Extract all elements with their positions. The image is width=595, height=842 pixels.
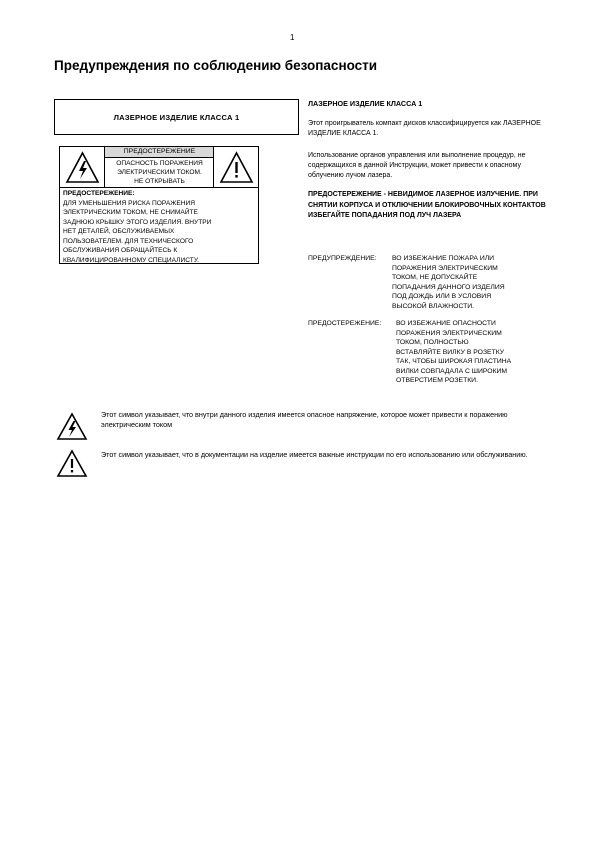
invisible-laser-warning: ПРЕДОСТЕРЕЖЕНИЕ - НЕВИДИМОЕ ЛАЗЕРНОЕ ИЗЛУЧЕНИЕ. ПРИ СНЯТИИ КОРПУСА И ОТКЛЮЧЕНИИ БЛОКИРОВОЧНЫХ КОНТАКТОВ ИЗБЕГАЙТЕ ПОПАДАНИЯ ПОД ЛУЧ ЛАЗЕРА — [308, 191, 546, 219]
caution-label-left-cell — [60, 147, 105, 188]
caution-label-right-cell — [213, 147, 258, 188]
lightning-warning-icon — [56, 412, 88, 442]
caution-label-center — [105, 147, 214, 188]
controls-warning-paragraph: Использование органов управления или выполнение процедур, не содержащихся в данной Инструкции, может привести к опасному облучению лучом лазера. — [308, 152, 526, 179]
lightning-symbol-description: Этот символ указывает, что внутри данного изделия имеется опасное напряжение, которое может привести к поражению электрическим током — [101, 410, 508, 429]
fire-warning-text: ВО ИЗБЕЖАНИЕ ПОЖАРА ИЛИ ПОРАЖЕНИЯ ЭЛЕКТРИЧЕСКИМ ТОКОМ, НЕ ДОПУСКАЙТЕ ПОПАДАНИЯ ДАННОГО ИЗДЕЛИЯ ПОД ДОЖДЬ ИЛИ В УСЛОВИЯ ВЫСОКОЙ ВЛАЖНОСТИ. — [392, 255, 505, 310]
caution-label-line: ОПАСНОСТЬ ПОРАЖЕНИЯ — [116, 160, 203, 167]
lightning-warning-icon — [60, 147, 105, 188]
laser-class-paragraph: Этот проигрыватель компакт дисков классифицируется как ЛАЗЕРНОЕ ИЗДЕЛИЕ КЛАССА 1. — [308, 120, 541, 137]
caution-label-instructions-text: ДЛЯ УМЕНЬШЕНИЯ РИСКА ПОРАЖЕНИЯ ЭЛЕКТРИЧЕСКИМ ТОКОМ, НЕ СНИМАЙТЕ ЗАДНЮЮ КРЫШКУ ЭТОГО ИЗДЕЛИЯ. ВНУТРИ НЕТ ДЕТАЛЕЙ, ОБСЛУЖИВАЕМЫХ ПОЛЬЗОВАТЕЛЕМ. ДЛЯ ТЕХНИЧЕСКОГО ОБСЛУЖИВАНИЯ ОБРАЩАЙТЕСЬ К КВАЛИФИЦИРОВАННОМУ СПЕЦИАЛИСТУ. — [63, 199, 212, 264]
caution-label-instructions — [63, 189, 259, 265]
exclamation-symbol-description: Этот символ указывает, что в документации на изделие имеется важные инструкции по его использованию или обслуживанию. — [101, 450, 528, 459]
fire-warning-block — [308, 254, 548, 314]
symbol-explanation-icon — [56, 412, 88, 442]
plug-caution-label: ПРЕДОСТЕРЕЖЕНИЕ: — [308, 320, 382, 327]
laser-class-box — [54, 99, 299, 135]
plug-caution-block — [308, 319, 548, 389]
caution-label-header: ПРЕДОСТЕРЕЖЕНИЕ — [105, 147, 214, 158]
laser-class-heading: ЛАЗЕРНОЕ ИЗДЕЛИЕ КЛАССА 1 — [308, 99, 423, 108]
caution-label-line: ЭЛЕКТРИЧЕСКИМ ТОКОМ. — [117, 169, 202, 176]
laser-class-label: ЛАЗЕРНОЕ ИЗДЕЛИЕ КЛАССА 1 — [113, 112, 240, 122]
page-title: Предупреждения по соблюдению безопасности — [54, 58, 378, 73]
fire-warning-label: ПРЕДУПРЕЖДЕНИЕ: — [308, 255, 377, 262]
plug-caution-text: ВО ИЗБЕЖАНИЕ ОПАСНОСТИ ПОРАЖЕНИЯ ЭЛЕКТРИЧЕСКИМ ТОКОМ, ПОЛНОСТЬЮ ВСТАВЛЯЙТЕ ВИЛКУ В РОЗЕТКУ ТАК, ЧТОБЫ ШИРОКАЯ ПЛАСТИНА ВИЛКИ СОВПАДАЛА С ШИРОКИМ ОТВЕРСТИЕМ РОЗЕТКИ. — [396, 320, 512, 384]
symbol-explanation-icon — [56, 449, 88, 479]
caution-label-body — [105, 158, 214, 186]
exclamation-warning-icon — [214, 147, 259, 188]
page-number: 1 — [290, 33, 295, 42]
caution-label-line: НЕ ОТКРЫВАТЬ — [134, 178, 185, 185]
caution-label-instructions-title: ПРЕДОСТЕРЕЖЕНИЕ: — [63, 190, 135, 197]
exclamation-warning-icon — [56, 449, 88, 479]
caution-label-box — [59, 146, 259, 264]
